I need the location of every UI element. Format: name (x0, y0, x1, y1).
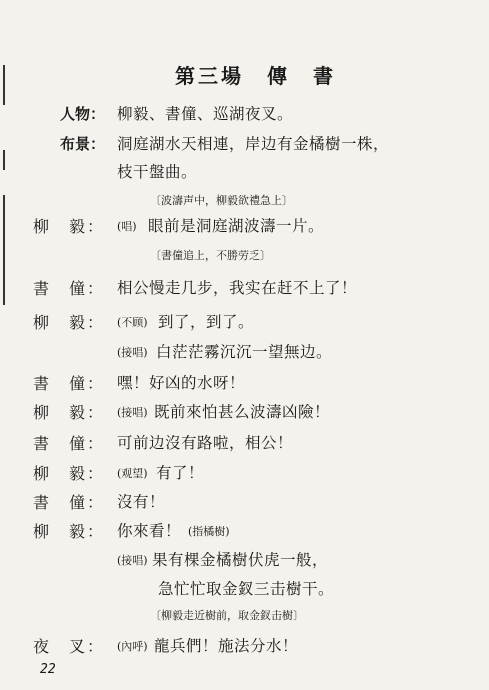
dialogue-line: 果有棵金橘樹伏虎一般， (152, 551, 329, 569)
dialogue-line: 龍兵們！施法分水！ (154, 637, 299, 655)
line-note: (不顾) (117, 316, 148, 329)
speaker: 書 僮： (33, 279, 106, 298)
speaker: 柳 毅： (33, 464, 106, 483)
scene-title: 第三場 傳 書 (175, 64, 336, 88)
dialogue-line: 相公慢走几步，我实在赶不上了！ (117, 279, 358, 297)
margin-rule (3, 150, 5, 170)
line-note: (內呼) (117, 640, 148, 653)
dialogue-line: 嘿！好凶的水呀！ (117, 374, 246, 392)
speaker: 柳 毅： (33, 217, 106, 236)
dialogue-line: 你來看！ (117, 522, 182, 540)
margin-rule (3, 65, 5, 105)
dialogue-line: 白茫茫霧沉沉一望無边。 (156, 343, 333, 361)
stage-direction: 〔柳毅走近樹前，取金釵击樹〕 (150, 609, 304, 622)
setting-label: 布景： (60, 135, 106, 153)
cast-label: 人物： (60, 105, 106, 123)
speaker: 書 僮： (33, 434, 106, 453)
dialogue-line: 急忙忙取金釵三击樹干。 (158, 580, 335, 598)
dialogue-line: 既前來怕甚么波濤凶險！ (154, 403, 331, 421)
dialogue-line: 眼前是洞庭湖波濤一片。 (148, 217, 325, 235)
line-note: (观望) (117, 467, 148, 480)
setting-text-2: 枝干盤曲。 (117, 163, 198, 181)
dialogue-line: 可前边沒有路啦，相公！ (117, 434, 294, 452)
dialogue-line: 到了，到了。 (158, 313, 255, 331)
dialogue-line: 沒有！ (117, 493, 166, 511)
speaker: 柳 毅： (33, 313, 106, 332)
setting-text-1: 洞庭湖水天相連，岸边有金橘樹一株， (117, 135, 390, 153)
dialogue-line: 有了！ (156, 464, 205, 482)
speaker: 柳 毅： (33, 403, 106, 422)
speaker: 柳 毅： (33, 522, 106, 541)
line-note: (接唱) (117, 554, 148, 567)
speaker: 夜 叉： (33, 637, 106, 656)
line-note: (接唱) (117, 406, 148, 419)
line-note: (接唱) (117, 346, 148, 359)
line-note: (指橘樹) (188, 525, 230, 538)
speaker: 書 僮： (33, 493, 106, 512)
line-note: (唱) (117, 220, 137, 233)
speaker: 書 僮： (33, 374, 106, 393)
margin-rule (3, 195, 5, 305)
page-number: 22 (40, 662, 56, 677)
stage-direction: 〔書僮追上，不勝劳乏〕 (150, 249, 271, 262)
cast-text: 柳毅、書僮、巡湖夜叉。 (117, 105, 294, 123)
stage-direction: 〔波濤声中，柳毅欲禮急上〕 (150, 194, 293, 207)
